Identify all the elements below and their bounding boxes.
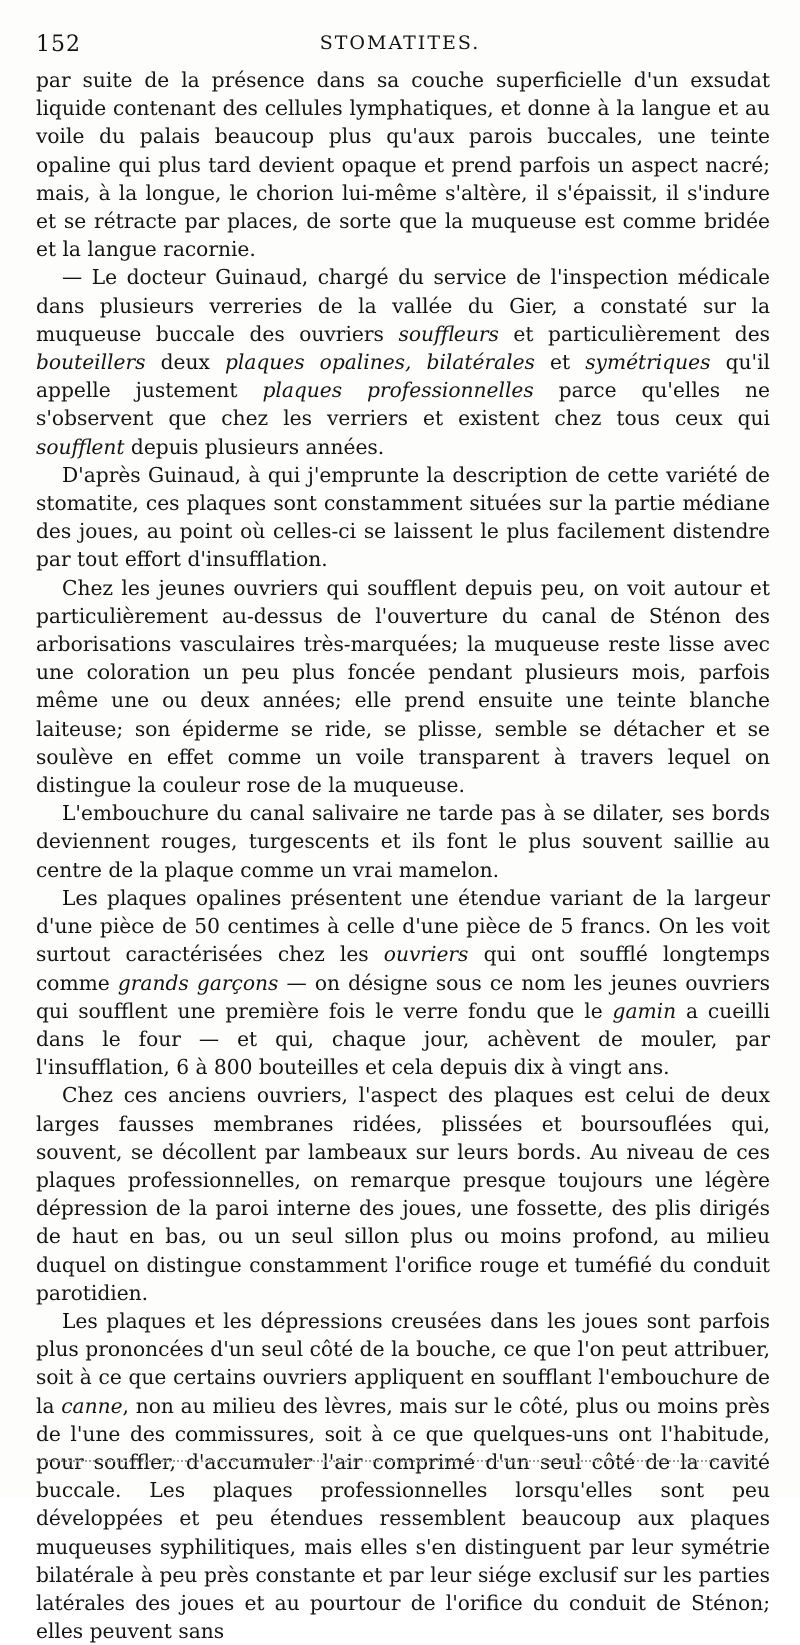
text-run: et particulièrement des: [498, 321, 770, 346]
italic-text: soufflent: [36, 434, 125, 459]
text-run: Les plaques et les dépressions creusées dans les joues sont parfois plus prononcées d'un seul côté de la bouche, ce que l'on peut attribuer, soit à ce que certains ouvriers appliquent en soufflant l'embouchure de la: [36, 1308, 770, 1418]
italic-text: symétriques: [585, 350, 711, 375]
text-run: et: [534, 350, 586, 375]
text-run: Chez ces anciens ouvriers, l'aspect des plaques est celui de deux larges fausses membranes ridées, plissées et boursouflées qui, souvent, se décollent par lambeaux sur leurs bords. Au niveau de ces plaques professionnelles, on remarque presque toujours une légère dépression de la paroi interne des joues, une fossette, des plis dirigés de haut en bas, ou un seul sillon plus ou moins profond, au milieu duquel on distingue constamment l'orifice rouge et tuméfié du conduit parotidien.: [36, 1083, 770, 1305]
text-run: qui ont soufflé longtemps comme: [36, 942, 770, 995]
text-run: , non au milieu des lèvres, mais sur le côté, plus ou moins près de l'une des commissures, soit à ce que quelques-uns ont l'habitude, pour souffler, d'accumuler l'air comprimé d'un seul côté de la cavité buccale. Les plaques professionnelles lorsqu'elles sont peu développées et peu étendues ressemblent beaucoup aux plaques muqueuses syphilitiques, mais elles s'en distinguent par leur symétrie bilatérale à peu près constante et par leur siége exclusif sur les parties latérales des joues et au pourtour de l'orifice du conduit de Sténon; elles peuvent sans: [36, 1393, 770, 1644]
paragraph: [36, 1307, 770, 1645]
text-run: par suite de la présence dans sa couche superficielle d'un exsudat liquide contenant des cellules lymphatiques, et donne à la langue et au voile du palais beaucoup plus qu'aux parois buccales, une teinte opaline qui plus tard devient opaque et prend parfois un aspect nacré; mais, à la longue, le chorion lui-même s'altère, il s'épaissit, il s'indure et se rétracte par places, de sorte que la muqueuse est comme bridée et la langue racornie.: [36, 68, 770, 262]
text-run: qu'il appelle justement: [36, 350, 770, 403]
paragraph: [36, 263, 770, 460]
italic-text: plaques opalines, bilatérales: [224, 350, 535, 375]
text-run: depuis plusieurs années.: [124, 434, 385, 459]
italic-text: grands garçons: [117, 970, 279, 995]
text-run: D'après Guinaud, à qui j'emprunte la description de cette variété de stomatite, ces plaques sont constamment situées sur la partie médiane des joues, au point où celles-ci se laissent le plus facilement distendre par tout effort d'insufflation.: [36, 462, 770, 572]
footer-dotted-rule: [46, 1460, 754, 1462]
page-number: 152: [36, 32, 81, 57]
running-title: STOMATITES.: [319, 32, 481, 54]
body-text: [36, 66, 770, 1645]
italic-text: canne: [61, 1393, 123, 1418]
text-run: a cueilli dans le four — et qui, chaque jour, achèvent de mouler, par l'insufflation, 6 à 800 bouteilles et cela depuis dix à vingt ans.: [36, 998, 771, 1080]
paragraph: [36, 884, 770, 1081]
text-run: deux: [145, 350, 225, 375]
page-header: [36, 26, 764, 62]
paragraph: [36, 1081, 770, 1307]
italic-text: ouvriers: [383, 942, 469, 967]
paragraph: [36, 461, 770, 574]
text-run: — Le docteur Guinaud, chargé du service de l'inspection médicale dans plusieurs verreries de la vallée du Gier, a constaté sur la muqueuse buccale des ouvriers: [36, 265, 770, 346]
text-run: L'embouchure du canal salivaire ne tarde pas à se dilater, ses bords deviennent rouges, turgescents et ils font le plus souvent saillie au centre de la plaque comme un vrai mamelon.: [36, 801, 770, 882]
italic-text: souffleurs: [398, 321, 499, 346]
paragraph: [36, 574, 770, 800]
text-run: — on désigne sous ce nom les jeunes ouvriers qui soufflent une première fois le verre fondu que le: [36, 970, 771, 1023]
italic-text: plaques professionnelles: [262, 378, 534, 403]
text-run: Les plaques opalines présentent une étendue variant de la largeur d'une pièce de 50 centimes à celle d'une pièce de 5 francs. On les voit surtout caractérisées chez les: [36, 885, 770, 967]
text-run: parce qu'elles ne s'observent que chez les verriers et existent chez tous ceux qui: [36, 378, 771, 431]
paragraph: [36, 799, 770, 884]
italic-text: bouteillers: [36, 350, 146, 375]
italic-text: gamin: [612, 998, 677, 1023]
paragraph: [36, 66, 770, 263]
text-run: Chez les jeunes ouvriers qui soufflent depuis peu, on voit autour et particulièrement au-dessus de l'ouverture du canal de Sténon des arborisations vasculaires très-marquées; la muqueuse reste lisse avec une coloration un peu plus foncée pendant plusieurs mois, parfois même une ou deux années; elle prend ensuite une teinte blanche laiteuse; son épiderme se ride, se plisse, semble se détacher et se soulève en effet comme un voile transparent à travers lequel on distingue la couleur rose de la muqueuse.: [36, 575, 770, 798]
